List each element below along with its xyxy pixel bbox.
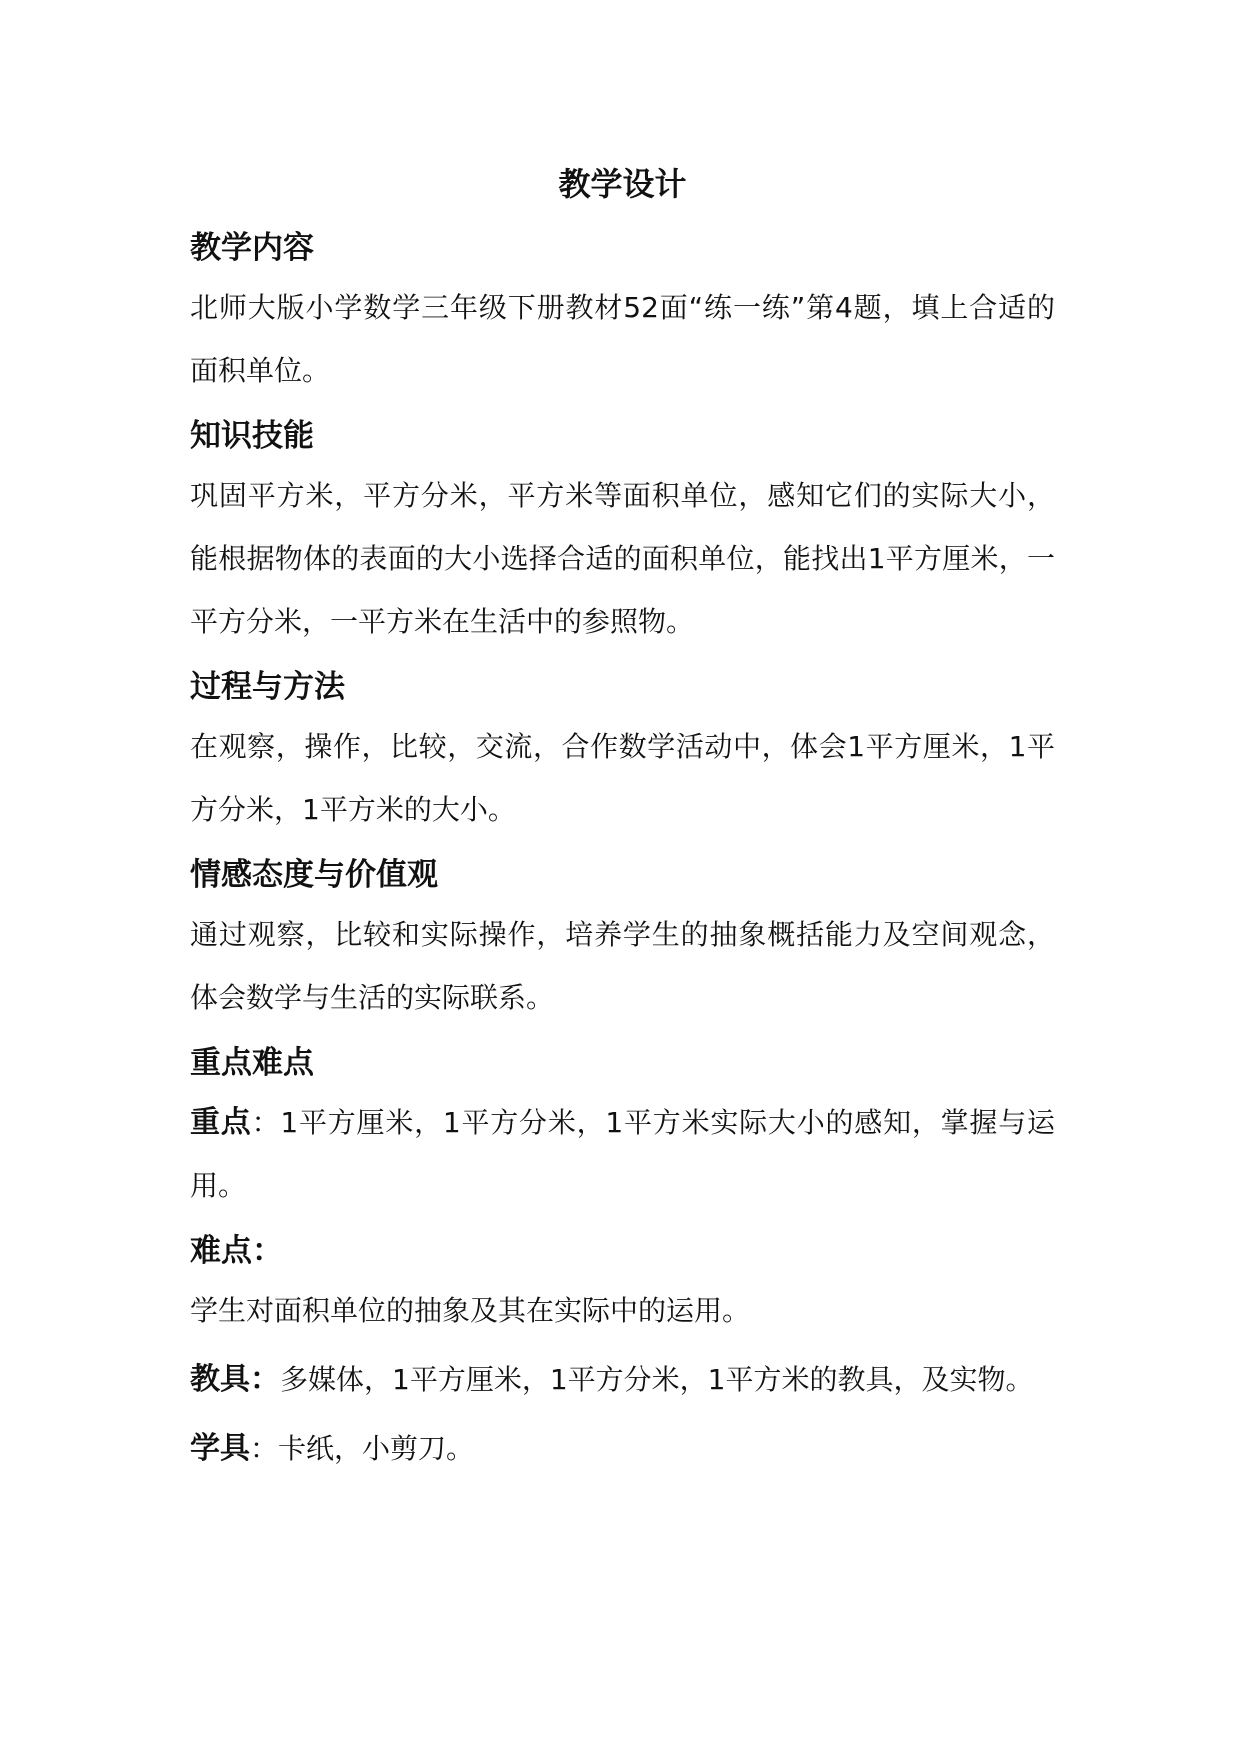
focus-text: ：1平方厘米，1平方分米，1平方米实际大小的感知，掌握与运用。 <box>190 1106 1056 1202</box>
section-heading: 过程与方法 <box>190 669 345 705</box>
section-process-methods <box>190 659 1055 841</box>
focus-paragraph <box>190 1091 1055 1217</box>
learning-aids-paragraph <box>190 1417 1055 1480</box>
document-title: 教学设计 <box>558 165 687 203</box>
focus-label: 重点 <box>190 1105 252 1140</box>
section-attitude-values <box>190 847 1055 1029</box>
section-key-difficult-points <box>190 1035 1055 1342</box>
section-knowledge-skills <box>190 408 1055 653</box>
learning-aids-label: 学具 <box>190 1431 250 1466</box>
section-text: 北师大版小学数学三年级下册教材52面“练一练”第4题，填上合适的面积单位。 <box>190 291 1055 387</box>
difficulty-text: 学生对面积单位的抽象及其在实际中的运用。 <box>190 1294 751 1327</box>
section-heading: 教学内容 <box>190 230 314 266</box>
section-text: 在观察，操作，比较，交流，合作数学活动中，体会1平方厘米，1平方分米，1平方米的大小。 <box>190 730 1055 826</box>
learning-aids-text: ：卡纸，小剪刀。 <box>250 1432 475 1465</box>
document-page <box>190 160 1055 1486</box>
teaching-aids-paragraph <box>190 1348 1055 1411</box>
section-heading: 知识技能 <box>190 418 314 454</box>
section-teaching-content <box>190 220 1055 402</box>
section-text: 巩固平方米，平方分米，平方米等面积单位，感知它们的实际大小，能根据物体的表面的大小选择合适的面积单位，能找出1平方厘米，一平方分米，一平方米在生活中的参照物。 <box>190 479 1055 638</box>
teaching-aids-label: 教具： <box>190 1362 280 1397</box>
section-heading: 重点难点 <box>190 1045 314 1081</box>
teaching-aids-text: 多媒体，1平方厘米，1平方分米，1平方米的教具，及实物。 <box>280 1363 1034 1396</box>
difficulty-label: 难点： <box>190 1233 283 1269</box>
section-heading: 情感态度与价值观 <box>190 857 438 893</box>
section-text: 通过观察，比较和实际操作，培养学生的抽象概括能力及空间观念，体会数学与生活的实际联系。 <box>190 918 1055 1014</box>
